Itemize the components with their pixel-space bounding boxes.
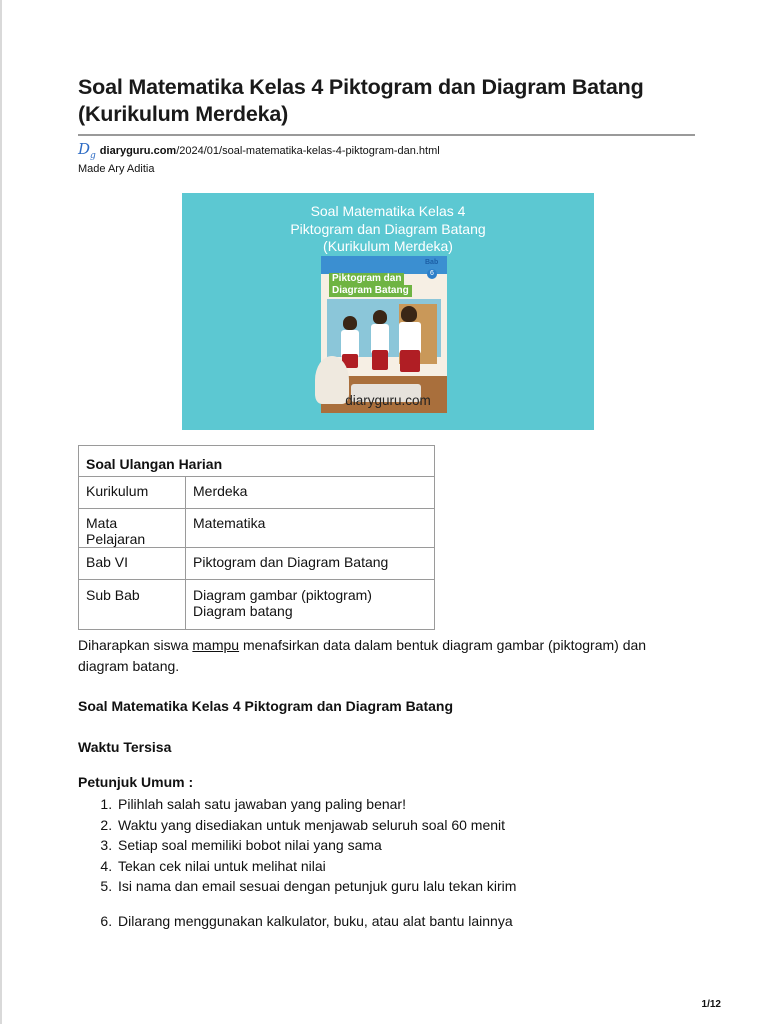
page-left-border — [0, 0, 2, 1024]
instructions-list — [78, 794, 516, 931]
source-link[interactable] — [100, 145, 440, 157]
timer-label: Waktu Tersisa — [78, 739, 172, 755]
table-row — [79, 477, 435, 509]
student-head — [343, 316, 357, 330]
book-bab-number: 6 — [427, 269, 437, 279]
student-shorts — [400, 350, 420, 372]
page-number: 1/12 — [701, 999, 721, 1010]
list-item: 3. Setiap soal memiliki bobot nilai yang sama — [116, 835, 516, 856]
author-name: Made Ary Aditia — [78, 163, 155, 175]
student-skirt — [372, 350, 388, 370]
book-cover-illustration — [321, 256, 447, 413]
hero-title-line2: Piktogram dan Diagram Batang — [290, 221, 486, 237]
table-row — [79, 509, 435, 548]
info-table — [78, 445, 435, 630]
table-cell-label: Sub Bab — [79, 580, 186, 630]
intro-underlined-word: mampu — [192, 637, 240, 653]
sub-bab-item: Diagram batang — [193, 603, 293, 619]
title-divider — [78, 134, 695, 136]
table-cell-value: Piktogram dan Diagram Batang — [186, 548, 435, 580]
intro-text-after: menafsirkan data dalam bentuk diagram gambar (piktogram) dan diagram batang. — [78, 637, 647, 674]
student-head — [373, 310, 387, 324]
table-cell-value: Matematika — [186, 509, 435, 548]
source-path[interactable]: /2024/01/soal-matematika-kelas-4-piktogram-dan.html — [176, 144, 440, 157]
book-title-line2: Diagram Batang — [329, 285, 412, 297]
source-line — [78, 140, 440, 161]
info-table-header: Soal Ulangan Harian — [79, 446, 435, 477]
table-cell-value: Merdeka — [186, 477, 435, 509]
table-row — [79, 548, 435, 580]
list-item: 4. Tekan cek nilai untuk melihat nilai — [116, 856, 516, 877]
diaryguru-logo-icon: $D_g$ — [78, 140, 96, 161]
sub-bab-item: Diagram gambar (piktogram) — [193, 587, 372, 603]
book-bab-label: Bab — [425, 259, 439, 266]
source-domain[interactable]: diaryguru.com — [99, 144, 177, 157]
intro-text-before: Diharapkan siswa — [78, 637, 193, 653]
hero-url: diaryguru.com — [345, 393, 431, 408]
table-cell-label: Mata Pelajaran — [79, 509, 186, 548]
table-cell-label: Kurikulum — [79, 477, 186, 509]
intro-paragraph — [78, 635, 696, 677]
hero-title-line3: (Kurikulum Merdeka) — [323, 238, 453, 254]
table-cell-label: Bab VI — [79, 548, 186, 580]
hero-title-line1: Soal Matematika Kelas 4 — [310, 203, 466, 219]
list-item: 2. Waktu yang disediakan untuk menjawab seluruh soal 60 menit — [116, 815, 516, 836]
table-cell-value — [186, 580, 435, 630]
book-title-line1: Piktogram dan — [329, 273, 404, 285]
section-title: Soal Matematika Kelas 4 Piktogram dan Diagram Batang — [78, 698, 454, 714]
list-item: 5. Isi nama dan email sesuai dengan petunjuk guru lalu tekan kirim — [116, 876, 516, 897]
list-item: 6. Dilarang menggunakan kalkulator, buku, atau alat bantu lainnya — [116, 911, 516, 932]
instructions-title: Petunjuk Umum : — [78, 774, 194, 790]
page-title: Soal Matematika Kelas 4 Piktogram dan Diagram Batang (Kurikulum Merdeka) — [78, 75, 644, 126]
hero-image — [182, 193, 594, 430]
list-item: 1. Pilihlah salah satu jawaban yang paling benar! — [116, 794, 516, 815]
student-head — [401, 306, 417, 322]
table-row — [79, 580, 435, 630]
